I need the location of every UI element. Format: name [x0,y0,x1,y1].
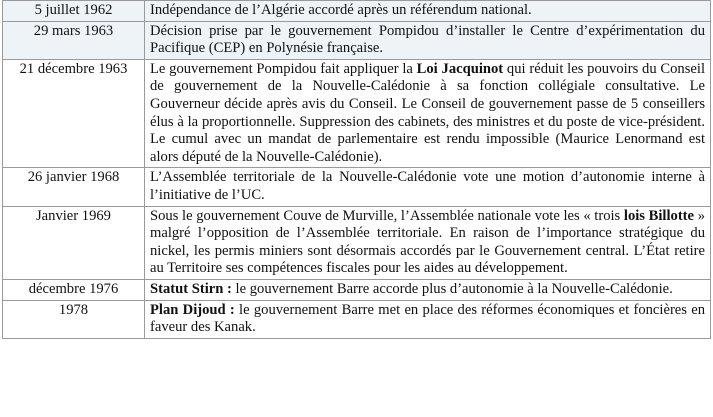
law-name: lois Billotte [623,207,695,224]
table-row [3,279,711,300]
event-description: Sous le gouvernement Couve de Murville, l’Assemblée nationale vote les « trois lois Billotte » malgré l’opposition de l’Assemblée territoriale. En raison de l’importance stratégique du nickel, les permis miniers sont désormais accordés par le Gouvernement central. L’État retire au Territoire ses compétences fiscales pour les aides au développement. [145,206,711,279]
event-date: 21 décembre 1963 [3,59,145,168]
table-row [3,300,711,338]
event-description: Indépendance de l’Algérie accordé après un référendum national. [145,1,711,22]
event-date: 29 mars 1963 [3,21,145,59]
statute-name: Statut Stirn : [150,280,232,297]
event-date: Janvier 1969 [3,206,145,279]
table-row [3,59,711,168]
table-row [3,1,711,22]
plan-name: Plan Dijoud : [150,301,235,318]
event-description: Statut Stirn : le gouvernement Barre accorde plus d’autonomie à la Nouvelle-Calédonie. [145,279,711,300]
event-date: 1978 [3,300,145,338]
event-description: Le gouvernement Pompidou fait appliquer la Loi Jacquinot qui réduit les pouvoirs du Conseil de gouvernement de la Nouvelle-Calédonie à sa fonction collégiale consultative. Le Gouverneur décide après avis du Conseil. Le Conseil de gouvernement passe de 5 conseillers élus à la proportionnelle. Suppression des cabinets, des ministres et du poste de vice-président. Le cumul avec un mandat de parlementaire est rendu impossible (Maurice Lenormand est alors député de la Nouvelle-Calédonie). [145,59,711,168]
event-date: 26 janvier 1968 [3,168,145,206]
event-description: L’Assemblée territoriale de la Nouvelle-Calédonie vote une motion d’autonomie interne à l’initiative de l’UC. [145,168,711,206]
table-row [3,206,711,279]
event-description: Plan Dijoud : le gouvernement Barre met en place des réformes économiques et foncières en faveur des Kanak. [145,300,711,338]
event-date: décembre 1976 [3,279,145,300]
table-row [3,21,711,59]
timeline-table [2,0,711,339]
event-description: Décision prise par le gouvernement Pompidou d’installer le Centre d’expérimentation du Pacifique (CEP) en Polynésie française. [145,21,711,59]
event-date: 5 juillet 1962 [3,1,145,22]
law-name: Loi Jacquinot [416,60,504,77]
table-row [3,168,711,206]
